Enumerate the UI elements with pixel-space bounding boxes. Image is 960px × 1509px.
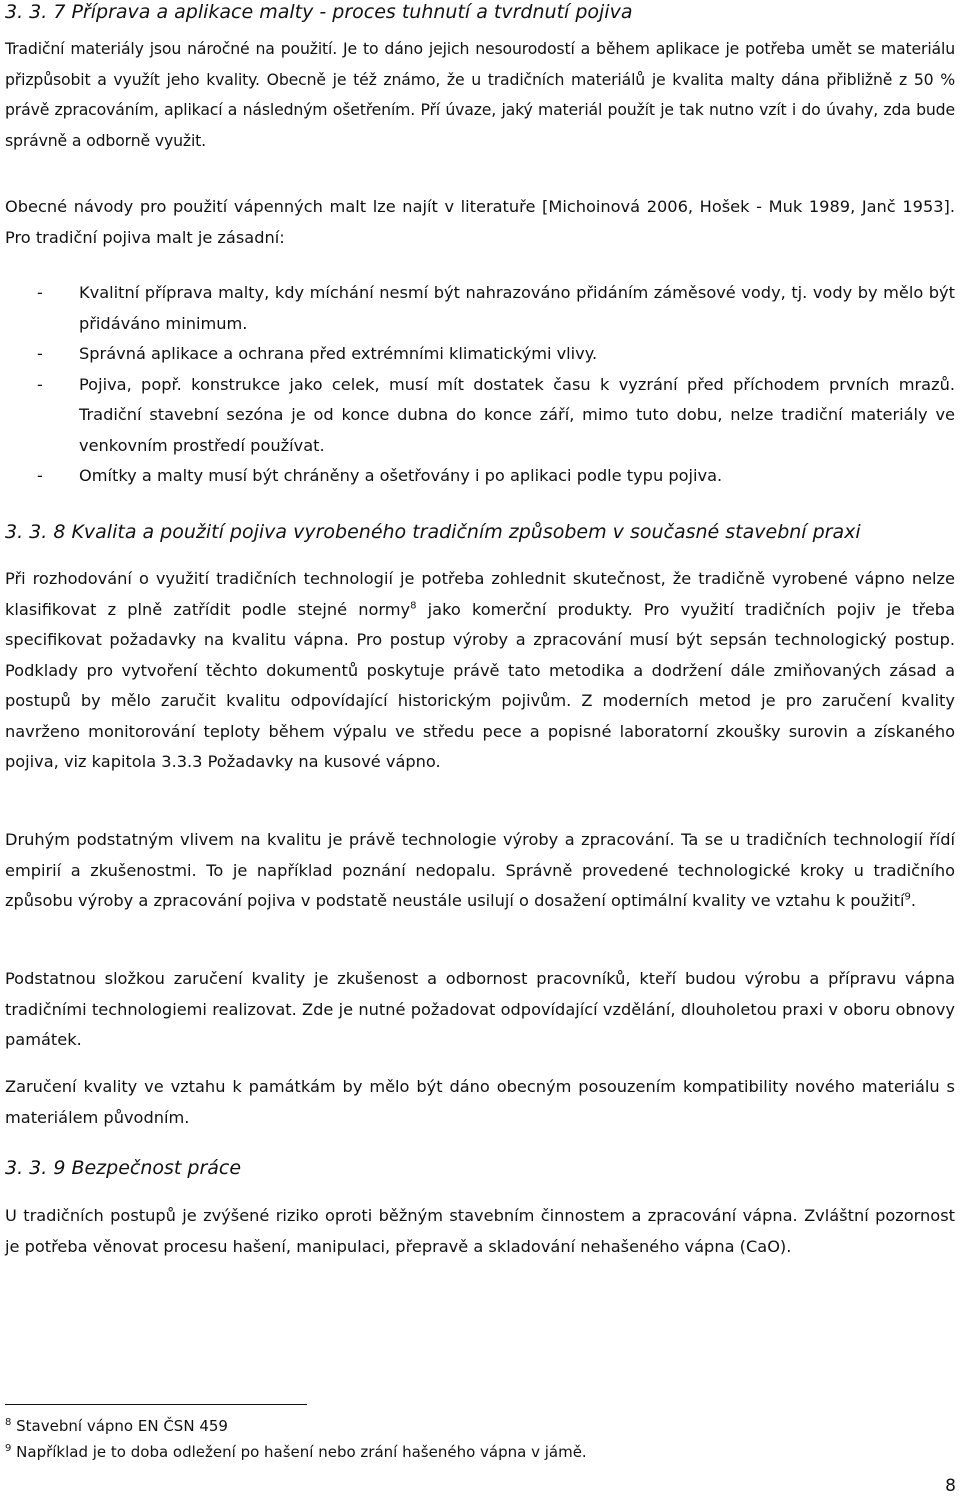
dash-bullet: - [37, 283, 43, 302]
footnote-ref-9[interactable]: 9 [904, 891, 911, 903]
page-number: 8 [945, 1476, 956, 1496]
paragraph-worker-expertise: Podstatnou složkou zaručení kvality je zkušenost a odbornost pracovníků, kteří budou výrobu a přípravu vápna tradičními technologiemi realizovat. Zde je nutné požadovat odpovídající vzdělání, dlouholetou praxi v oboru obnovy památek. [5, 969, 955, 1049]
paragraph-traditional-lime-quality: Při rozhodování o využití tradičních technologií je potřeba zohlednit skutečnost, že tradičně vyrobené vápno nelze klasifikovat z plně zatřídit podle stejné normy$^8$ jako komerční produkty. Pro využití tradičních pojiv je třeba specifikovat požadavky na kvalitu vápna. Pro postup výroby a zpracování musí být sepsán technologický postup. Podklady pro vytvoření těchto dokumentů poskytuje právě tato metodika a dodržení dále zmiňovaných zásad a postupů by mělo zaručit kvalitu odpovídající historickým pojivům. Z moderních metod je pro zaručení kvality navrženo monitorování teploty během výpalu ve středu pece a popisné laboratorní zkoušky surovin a získaného pojiva, viz kapitola 3.3.3 Požadavky na kusové vápno. [5, 569, 955, 771]
dash-bullet: - [37, 466, 43, 485]
footnote-9: $^9$ Například je to doba odležení po hašení nebo zrání hašeného vápna v jámě. [5, 1443, 587, 1461]
dash-bullet: - [37, 374, 43, 394]
section-heading-3-3-8: 3. 3. 8 Kvalita a použití pojiva vyrobeného tradičním způsobem v současné stavební praxi [5, 521, 861, 543]
paragraph-compatibility: Zaručení kvality ve vztahu k památkám by mělo být dáno obecným posouzením kompatibility nového materiálu s materiálem původním. [5, 1077, 955, 1127]
paragraph-lime-mortar-guides: Obecné návody pro použití vápenných malt lze najít v literatuře [Michoinová 2006, Hošek - Muk 1989, Janč 1953]. Pro tradiční pojiva malt je zásadní: [5, 197, 955, 247]
requirements-list [5, 278, 955, 492]
footnote-divider [5, 1404, 307, 1405]
section-heading-3-3-9: 3. 3. 9 Bezpečnost práce [5, 1157, 242, 1179]
paragraph-materials-intro: Tradiční materiály jsou náročné na použití. Je to dáno jejich nesourodostí a během aplikace je potřeba umět se materiálu přizpůsobit a využít jeho kvality. Obecně je též známo, že u tradičních materiálů je kvalita malty dána přibližně z 50 % právě zpracováním, aplikací a následným ošetřením. Pří úvaze, jaký materiál použít je tak nutno vzít i do úvahy, zda bude správně a odborně využit. [5, 39, 955, 150]
dash-bullet: - [37, 344, 43, 363]
section-heading-3-3-7: 3. 3. 7 Příprava a aplikace malty - proces tuhnutí a tvrdnutí pojiva [5, 1, 633, 23]
list-item: - Pojiva, popř. konstrukce jako celek, musí mít dostatek času k vyzrání před příchodem prvních mrazů. Tradiční stavební sezóna je od konce dubna do konce září, mimo tuto dobu, nelze tradiční materiály ve venkovním prostředí používat. [5, 370, 955, 462]
footnote-8: $^8$ Stavební vápno EN ČSN 459 [5, 1417, 228, 1435]
paragraph-work-safety: U tradičních postupů je zvýšené riziko oproti běžným stavebním činnostem a zpracování vápna. Zvláštní pozornost je potřeba věnovat procesu hašení, manipulaci, přepravě a skladování nehašeného vápna (CaO). [5, 1206, 955, 1256]
list-item: - Omítky a malty musí být chráněny a ošetřovány i po aplikaci podle typu pojiva. [5, 461, 955, 492]
paragraph-technology-influence: Druhým podstatným vlivem na kvalitu je právě technologie výroby a zpracování. Ta se u tradičních technologií řídí empirií a zkušenostmi. To je například poznání nedopalu. Správně provedené technologické kroky u tradičního způsobu výroby a zpracování pojiva v podstatě neustále usilují o dosažení optimální kvality ve vztahu k použití$^9$. [5, 830, 955, 910]
list-item: - Správná aplikace a ochrana před extrémními klimatickými vlivy. [5, 339, 955, 370]
footnote-ref-8[interactable]: 8 [410, 600, 417, 612]
list-item: - Kvalitní příprava malty, kdy míchání nesmí být nahrazováno přidáním záměsové vody, tj. vody by mělo být přidáváno minimum. [5, 278, 955, 339]
